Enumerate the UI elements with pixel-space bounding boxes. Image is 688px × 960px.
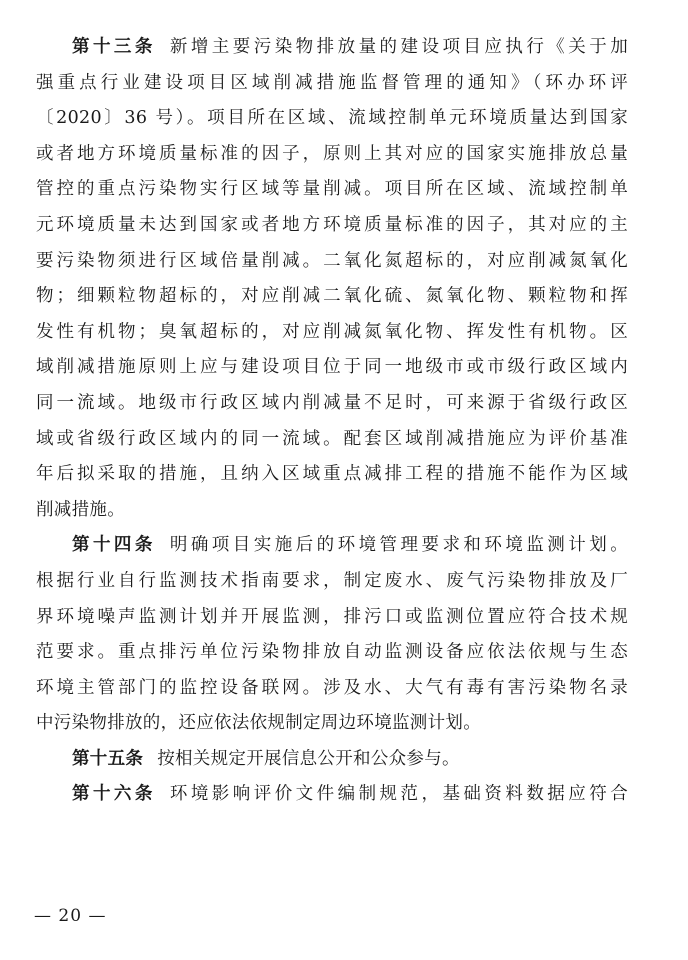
article-13-line-5: 管控的重点污染物实行区域等量削减。项目所在区域、流域控制单 bbox=[36, 179, 628, 200]
article-14-line-2: 根据行业自行监测技术指南要求，制定废水、废气污染物排放及厂 bbox=[36, 570, 628, 591]
article-16-label: 第十六条 bbox=[72, 784, 156, 805]
document-body bbox=[36, 30, 628, 813]
article-14-line-3: 界环境噪声监测计划并开展监测，排污口或监测位置应符合技术规 bbox=[36, 606, 628, 627]
article-13-line-11: 同一流域。地级市行政区域内削减量不足时，可来源于省级行政区 bbox=[36, 392, 628, 413]
article-13-line-12: 域或省级行政区域内的同一流域。配套区域削减措施应为评价基准 bbox=[36, 428, 628, 449]
article-13-label: 第十三条 bbox=[72, 37, 156, 57]
article-13-text-1: 新增主要污染物排放量的建设项目应执行《关于加 bbox=[169, 37, 628, 57]
article-13-line-1 bbox=[36, 30, 628, 66]
article-13-line-9: 发性有机物；臭氧超标的，对应削减氮氧化物、挥发性有机物。区 bbox=[36, 321, 628, 342]
article-15-line-1 bbox=[36, 742, 628, 778]
article-15-label: 第十五条 bbox=[72, 748, 144, 769]
article-14-line-4: 范要求。重点排污单位污染物排放自动监测设备应依法依规与生态 bbox=[36, 642, 628, 663]
article-13-line-13: 年后拟采取的措施，且纳入区域重点减排工程的措施不能作为区域 bbox=[36, 464, 628, 485]
article-13-line-4: 或者地方环境质量标准的因子，原则上其对应的国家实施排放总量 bbox=[36, 143, 628, 164]
article-13-line-6: 元环境质量未达到国家或者地方环境质量标准的因子，其对应的主 bbox=[36, 214, 628, 235]
article-14-label: 第十四条 bbox=[72, 535, 156, 556]
article-14-text-1: 明确项目实施后的环境管理要求和环境监测计划。 bbox=[169, 535, 628, 556]
article-15-text-1: 按相关规定开展信息公开和公众参与。 bbox=[157, 748, 460, 769]
article-14-line-5: 环境主管部门的监控设备联网。涉及水、大气有毒有害污染物名录 bbox=[36, 677, 628, 698]
article-13-line-14: 削减措施。 bbox=[36, 499, 125, 520]
article-13-line-2: 强重点行业建设项目区域削减措施监督管理的通知》（环办环评 bbox=[36, 72, 628, 93]
article-16-text-1: 环境影响评价文件编制规范，基础资料数据应符合 bbox=[169, 784, 628, 805]
article-16-line-1 bbox=[36, 777, 628, 813]
article-14-line-6: 中污染物排放的，还应依法依规制定周边环境监测计划。 bbox=[36, 713, 481, 734]
article-13-line-8: 物；细颗粒物超标的，对应削减二氧化硫、氮氧化物、颗粒物和挥 bbox=[36, 286, 628, 307]
article-13-line-3: 〔2020〕36 号）。项目所在区域、流域控制单元环境质量达到国家 bbox=[36, 108, 628, 129]
article-13-line-7: 要污染物须进行区域倍量削减。二氧化氮超标的，对应削减氮氧化 bbox=[36, 250, 628, 271]
article-13-line-10: 域削减措施原则上应与建设项目位于同一地级市或市级行政区域内 bbox=[36, 357, 628, 378]
page-number: — 20 — bbox=[34, 906, 107, 926]
article-14-line-1 bbox=[36, 528, 628, 564]
